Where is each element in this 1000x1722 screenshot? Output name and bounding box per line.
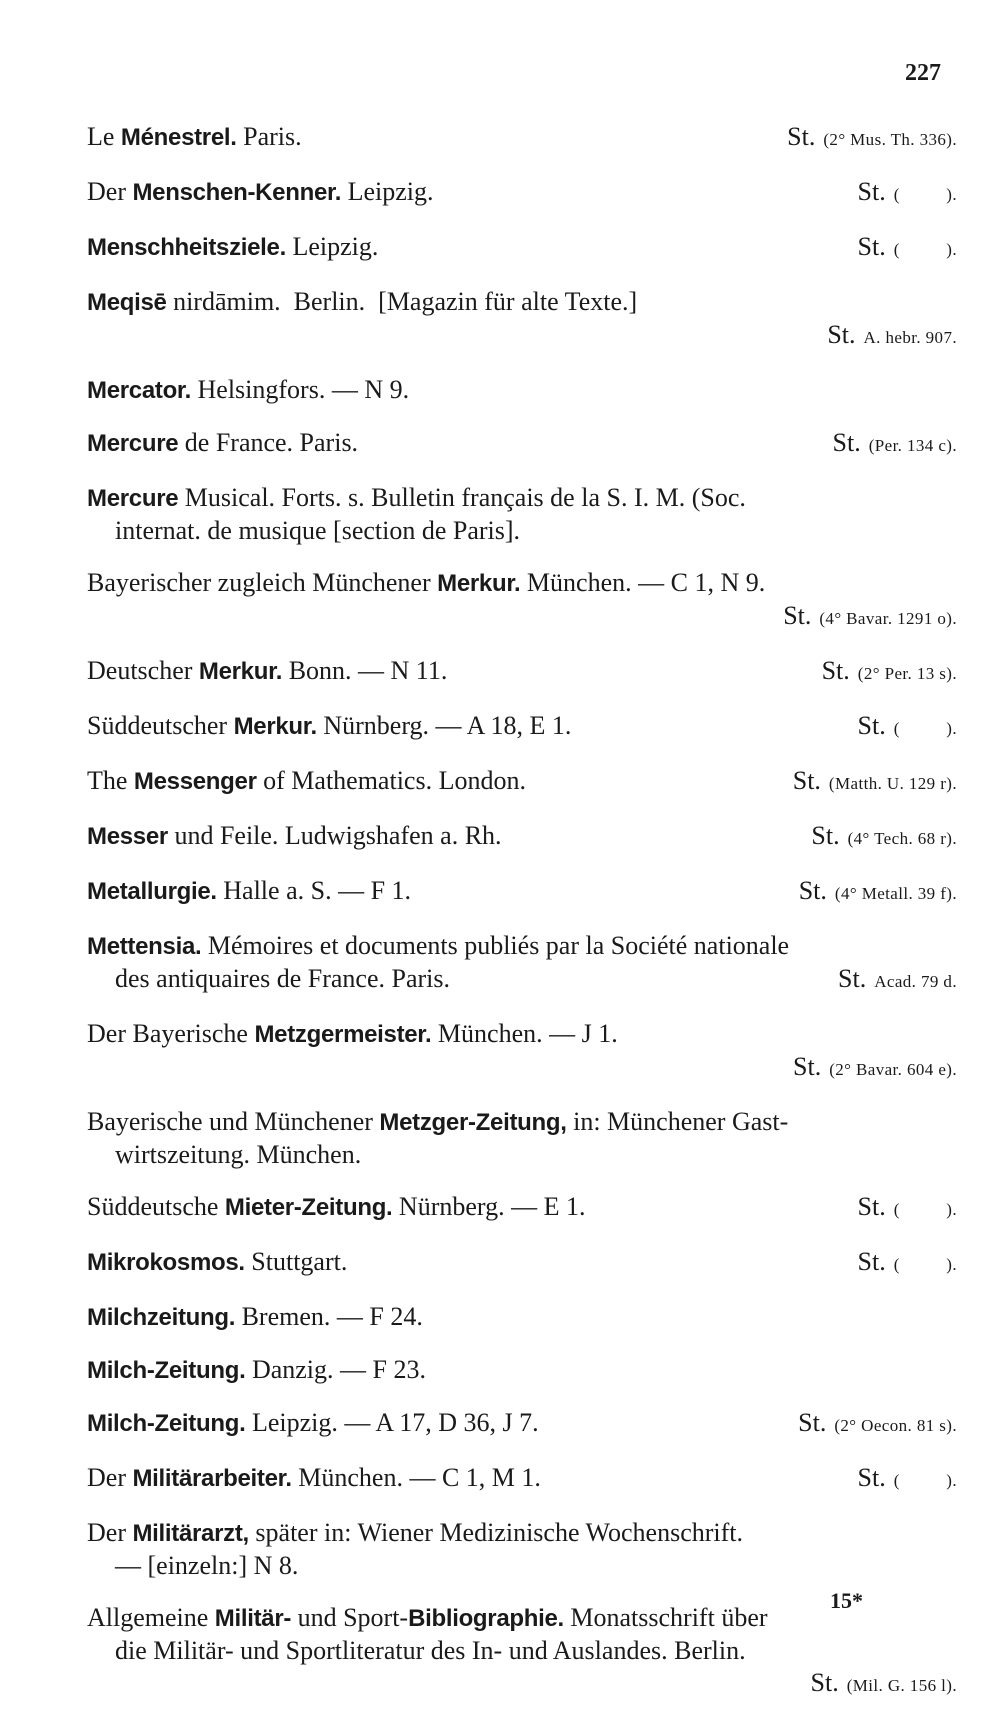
shelfmark: St. ( ). bbox=[857, 232, 957, 261]
shelfmark: St. ( ). bbox=[857, 1192, 957, 1221]
shelfmark: St. (4° Bavar. 1291 o). bbox=[783, 601, 957, 630]
shelfmark: St. ( ). bbox=[857, 1463, 957, 1492]
entry-title: Metallurgie. bbox=[87, 878, 217, 905]
entry-text: Süddeutsche Mieter-Zeitung. Nürnberg. — E 1. bbox=[87, 1192, 586, 1221]
entry-title-secondary: Bibliographie. bbox=[408, 1605, 564, 1632]
entry-text: Mercure Musical. Forts. s. Bulletin français de la S. I. M. (Soc. bbox=[87, 483, 746, 512]
catalog-entry bbox=[87, 875, 957, 910]
entry-title: Meqisē bbox=[87, 289, 167, 316]
catalog-entry bbox=[87, 1407, 957, 1442]
shelfmark: St. ( ). bbox=[857, 711, 957, 740]
entry-title: Menschheitsziele. bbox=[87, 234, 286, 261]
entry-text: Mercure de France. Paris. bbox=[87, 428, 359, 457]
catalog-entry bbox=[87, 1517, 957, 1582]
entry-list bbox=[87, 121, 957, 1722]
entry-text: Metallurgie. Halle a. S. — F 1. bbox=[87, 876, 412, 905]
catalog-entry bbox=[87, 286, 957, 354]
entry-text: Der Bayerische Metzgermeister. München. — J 1. bbox=[87, 1019, 618, 1048]
entry-text: Milch-Zeitung. Leipzig. — A 17, D 36, J 7. bbox=[87, 1408, 539, 1437]
entry-continuation: die Militär- und Sportliteratur des In- und Auslandes. Berlin. bbox=[115, 1636, 746, 1665]
shelfmark: St. Acad. 79 d. bbox=[838, 964, 957, 993]
entry-text: Allgemeine Militär- und Sport-Bibliographie. Monatsschrift über bbox=[87, 1603, 768, 1632]
shelfmark: St. (2° Bavar. 604 e). bbox=[793, 1052, 957, 1081]
entry-title: Merkur. bbox=[198, 658, 283, 685]
entry-title: Messenger bbox=[133, 768, 257, 795]
entry-continuation: internat. de musique [section de Paris]. bbox=[115, 516, 521, 545]
shelfmark: St. (2° Mus. Th. 336). bbox=[787, 122, 957, 151]
entry-title: Metzger-Zeitung, bbox=[379, 1109, 567, 1136]
entry-text: Der Militärarbeiter. München. — C 1, M 1. bbox=[87, 1463, 541, 1492]
shelfmark: St. (2° Oecon. 81 s). bbox=[798, 1408, 957, 1437]
catalog-entry bbox=[87, 176, 957, 211]
entry-text: Süddeutscher Merkur. Nürnberg. — A 18, E 1. bbox=[87, 711, 572, 740]
entry-continuation: — [einzeln:] N 8. bbox=[115, 1551, 299, 1580]
entry-title: Merkur. bbox=[437, 570, 521, 597]
catalog-entry bbox=[87, 655, 957, 690]
entry-text: Milch-Zeitung. Danzig. — F 23. bbox=[87, 1355, 426, 1384]
catalog-entry bbox=[87, 1602, 957, 1702]
catalog-entry bbox=[87, 930, 957, 998]
catalog-entry bbox=[87, 374, 957, 407]
entry-title: Mettensia. bbox=[87, 933, 202, 960]
entry-title: Merkur. bbox=[233, 713, 317, 740]
entry-title: Mikrokosmos. bbox=[87, 1249, 245, 1276]
catalog-entry bbox=[87, 1301, 957, 1334]
entry-title: Milch-Zeitung. bbox=[87, 1357, 246, 1384]
entry-text: Deutscher Merkur. Bonn. — N 11. bbox=[87, 656, 448, 685]
signature-mark: 15* bbox=[830, 1588, 863, 1613]
entry-text: Meqisē nirdāmim. Berlin. [Magazin für alte Texte.] bbox=[87, 287, 638, 316]
shelfmark: St. ( ). bbox=[857, 1247, 957, 1276]
entry-text: Mettensia. Mémoires et documents publiés par la Société nationale bbox=[87, 931, 790, 960]
entry-title: Mercure bbox=[87, 430, 179, 457]
catalog-entry bbox=[87, 1354, 957, 1387]
catalog-entry bbox=[87, 765, 957, 800]
entry-title: Metzgermeister. bbox=[254, 1021, 432, 1048]
catalog-entry bbox=[87, 121, 957, 156]
entry-title: Mieter-Zeitung. bbox=[224, 1194, 393, 1221]
catalog-entry bbox=[87, 1462, 957, 1497]
entry-title: Menschen-Kenner. bbox=[132, 179, 342, 206]
entry-text: Milchzeitung. Bremen. — F 24. bbox=[87, 1302, 423, 1331]
catalog-entry bbox=[87, 427, 957, 462]
entry-text: Bayerischer zugleich Münchener Merkur. München. — C 1, N 9. bbox=[87, 568, 766, 597]
shelfmark: St. (Per. 134 c). bbox=[832, 428, 957, 457]
entry-title: Milch-Zeitung. bbox=[87, 1410, 246, 1437]
shelfmark: St. (Mil. G. 156 l). bbox=[810, 1668, 957, 1697]
entry-text: Der Menschen-Kenner. Leipzig. bbox=[87, 177, 434, 206]
catalog-entry bbox=[87, 567, 957, 635]
catalog-entry bbox=[87, 1246, 957, 1281]
entry-title: Milchzeitung. bbox=[87, 1304, 236, 1331]
entry-title: Militärarbeiter. bbox=[132, 1465, 292, 1492]
shelfmark: St. (4° Tech. 68 r). bbox=[811, 821, 957, 850]
catalog-entry bbox=[87, 820, 957, 855]
entry-continuation: wirtszeitung. München. bbox=[115, 1140, 362, 1169]
catalog-entry bbox=[87, 1106, 957, 1171]
catalog-entry bbox=[87, 482, 957, 547]
catalog-entry bbox=[87, 231, 957, 266]
catalog-entry bbox=[87, 710, 957, 745]
entry-title: Mercator. bbox=[87, 377, 192, 404]
catalog-entry bbox=[87, 1191, 957, 1226]
shelfmark: St. A. hebr. 907. bbox=[827, 320, 957, 349]
entry-title: Militärarzt, bbox=[132, 1520, 249, 1547]
entry-title: Messer bbox=[87, 823, 168, 850]
shelfmark: St. ( ). bbox=[857, 177, 957, 206]
entry-text: Mercator. Helsingfors. — N 9. bbox=[87, 375, 410, 404]
entry-text: Menschheitsziele. Leipzig. bbox=[87, 232, 379, 261]
entry-title: Mercure bbox=[87, 485, 179, 512]
entry-text: Mikrokosmos. Stuttgart. bbox=[87, 1247, 348, 1276]
entry-continuation: des antiquaires de France. Paris. bbox=[115, 964, 451, 993]
shelfmark: St. (Matth. U. 129 r). bbox=[792, 766, 957, 795]
shelfmark: St. (2° Per. 13 s). bbox=[821, 656, 957, 685]
entry-text: Le Ménestrel. Paris. bbox=[87, 122, 302, 151]
entry-text: Bayerische und Münchener Metzger-Zeitung, in: Münchener Gast- bbox=[87, 1107, 789, 1136]
shelfmark: St. (4° Metall. 39 f). bbox=[798, 876, 957, 905]
page-number: 227 bbox=[905, 60, 941, 86]
entry-title: Ménestrel. bbox=[120, 124, 237, 151]
entry-text: Messer und Feile. Ludwigshafen a. Rh. bbox=[87, 821, 502, 850]
entry-text: Der Militärarzt, später in: Wiener Medizinische Wochenschrift. bbox=[87, 1518, 743, 1547]
entry-title: Militär- bbox=[214, 1605, 292, 1632]
entry-text: The Messenger of Mathematics. London. bbox=[87, 766, 526, 795]
catalog-entry bbox=[87, 1018, 957, 1086]
